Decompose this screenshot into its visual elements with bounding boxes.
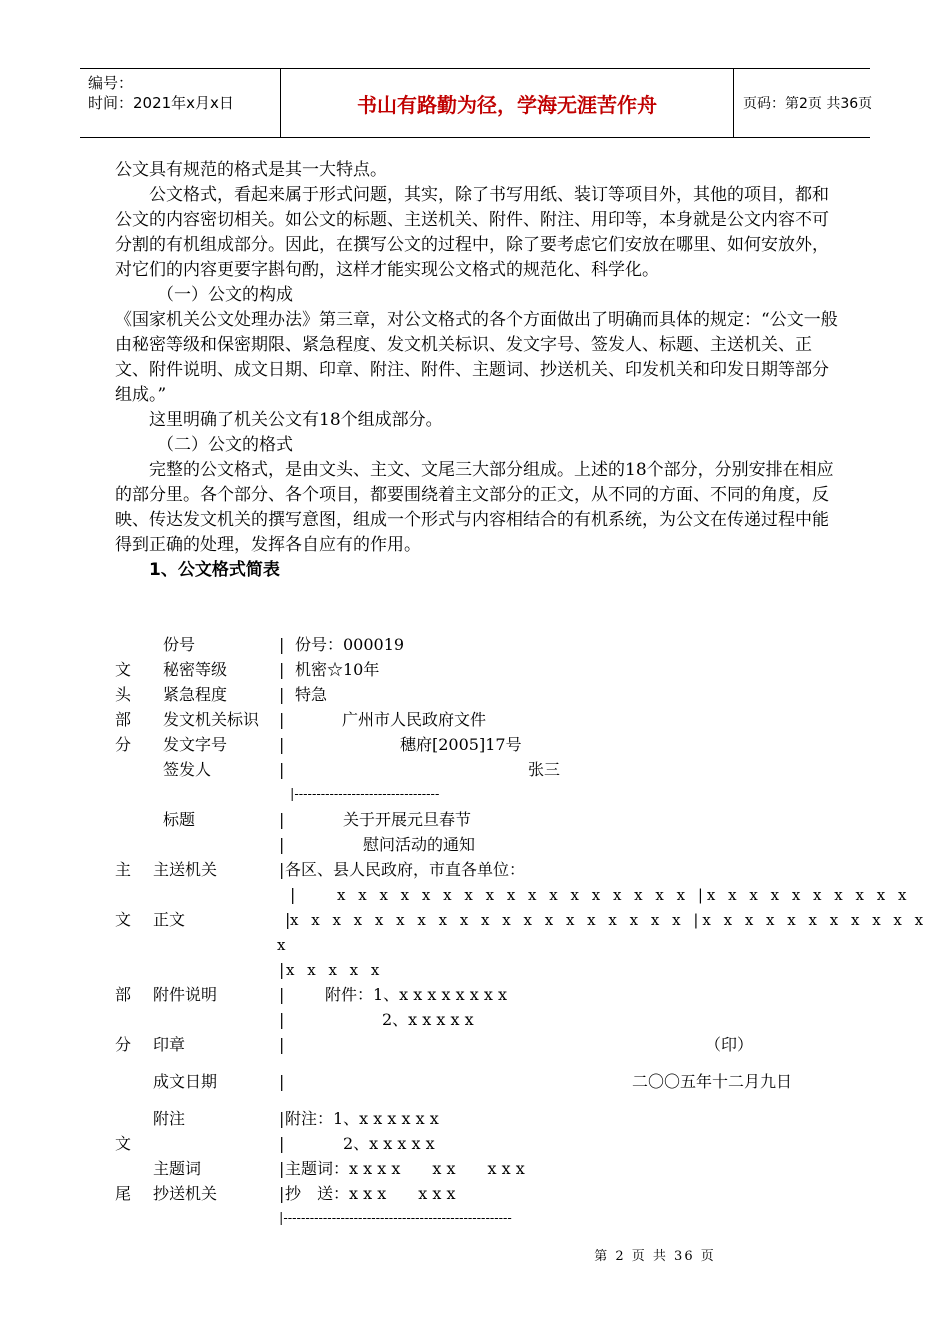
row-label: 标题 bbox=[163, 810, 196, 829]
row-content: x bbox=[277, 936, 286, 954]
table-row bbox=[115, 1132, 850, 1156]
paragraph: 公文具有规范的格式是其一大特点。 bbox=[115, 160, 387, 180]
row-bar: | bbox=[279, 1109, 285, 1128]
header-meta bbox=[80, 69, 281, 137]
row-content: 二〇〇五年十二月九日 bbox=[632, 1072, 793, 1091]
row-label: 发文机关标识 bbox=[163, 710, 260, 729]
row-label: 紧急程度 bbox=[163, 685, 228, 704]
row-bar: | bbox=[279, 1035, 285, 1054]
header-page-label: 页码：第2页 共36页 bbox=[743, 96, 873, 112]
paragraph: 这里明确了机关公文有18个组成部分。 bbox=[149, 410, 443, 430]
row-bar: | bbox=[279, 660, 285, 679]
row-content: 关于开展元旦春节 bbox=[343, 810, 472, 829]
row-content: 机密☆10年 bbox=[295, 660, 380, 679]
row-label: 成文日期 bbox=[153, 1072, 218, 1091]
table-row bbox=[115, 808, 850, 832]
table-row bbox=[115, 1070, 850, 1094]
row-label: 秘密等级 bbox=[163, 660, 228, 679]
section-char: 部 bbox=[115, 985, 132, 1004]
row-bar: | bbox=[279, 710, 285, 729]
row-bar: | bbox=[279, 985, 285, 1004]
table-row bbox=[115, 733, 850, 757]
row-bar: | bbox=[285, 910, 291, 929]
section-char: 文 bbox=[115, 1134, 132, 1153]
row-bar: | bbox=[279, 760, 285, 779]
section-char: 部 bbox=[115, 710, 132, 729]
row-content: x x x x x x x x x x x x x x x x x |x x x x x x x x x x bbox=[337, 886, 911, 904]
row-bar: | bbox=[279, 835, 285, 854]
row-label: 主送机关 bbox=[153, 860, 218, 879]
row-bar: | bbox=[279, 1010, 285, 1029]
table-row bbox=[115, 883, 911, 907]
row-label: 正文 bbox=[153, 910, 186, 929]
row-bar: | bbox=[279, 735, 285, 754]
row-bar: | bbox=[279, 635, 285, 654]
table-row bbox=[115, 933, 850, 957]
row-bar: | bbox=[290, 885, 296, 904]
row-label: 签发人 bbox=[163, 760, 212, 779]
table-row bbox=[115, 1182, 850, 1206]
row-content: x x x x x x x x x x x x x x x x x x x |x x x x x x x x x x x bbox=[290, 911, 928, 929]
table-row bbox=[115, 658, 850, 682]
row-content: 特急 bbox=[295, 685, 328, 704]
table-row bbox=[115, 633, 850, 657]
row-label: 附件说明 bbox=[153, 985, 218, 1004]
row-bar: | bbox=[279, 960, 285, 979]
section-char: 文 bbox=[115, 660, 132, 679]
table-row bbox=[115, 983, 850, 1007]
table-row bbox=[115, 1207, 850, 1231]
row-label: 主题词 bbox=[153, 1159, 202, 1178]
separator-line: |---------------------------------------------------- bbox=[279, 1211, 512, 1226]
row-label: 份号 bbox=[163, 635, 196, 654]
row-label: 抄送机关 bbox=[153, 1184, 218, 1203]
row-bar: | bbox=[279, 860, 285, 879]
row-content: 主题词：x x x x x x x x x bbox=[285, 1159, 525, 1178]
section-char: 分 bbox=[115, 735, 132, 754]
table-row bbox=[115, 708, 850, 732]
row-content: 各区、县人民政府，市直各单位： bbox=[285, 860, 526, 879]
header-motto: 书山有路勤为径，学海无涯苦作舟 bbox=[281, 69, 734, 137]
table-row bbox=[115, 683, 850, 707]
row-bar: | bbox=[279, 810, 285, 829]
section-char: 尾 bbox=[115, 1184, 132, 1203]
seal-placeholder: （印） bbox=[705, 1035, 754, 1054]
row-bar: | bbox=[279, 1134, 285, 1153]
table-row bbox=[115, 1157, 850, 1181]
table-heading: 1、公文格式简表 bbox=[149, 560, 280, 580]
section-char: 头 bbox=[115, 685, 132, 704]
row-label: 附注 bbox=[153, 1109, 186, 1128]
table-row bbox=[115, 833, 850, 857]
row-content: 张三 bbox=[528, 760, 561, 779]
page-footer: 第 2 页 共 36 页 bbox=[594, 1249, 716, 1264]
row-label: 印章 bbox=[153, 1035, 186, 1054]
separator-line: |--------------------------------- bbox=[290, 787, 440, 802]
row-content: 2、x x x x x bbox=[343, 1134, 435, 1153]
document-body bbox=[115, 158, 840, 583]
row-bar: | bbox=[279, 1159, 285, 1178]
row-content: 慰问活动的通知 bbox=[363, 835, 476, 854]
row-label: 发文字号 bbox=[163, 735, 228, 754]
table-row bbox=[115, 858, 850, 882]
table-row bbox=[115, 1033, 850, 1057]
table-row bbox=[115, 783, 850, 807]
paragraph: 《国家机关公文处理办法》第三章，对公文格式的各个方面做出了明确而具体的规定：“公文一般由秘密等级和保密期限、紧急程度、发文机关标识、发文字号、签发人、标题、主送机关、正文、附件说明、成文日期、印章、附注、附件、主题词、抄送机关、印发机关和印发日期等部分组成。” bbox=[115, 310, 838, 405]
paragraph: 完整的公文格式，是由文头、主文、文尾三大部分组成。上述的18个部分，分别安排在相应的部分里。各个部分、各个项目，都要围绕着主文部分的正文，从不同的方面、不同的角度，反映、传达发文机关的撰写意图，组成一个形式与内容相结合的有机系统，为公文在传递过程中能得到正确的处理，发挥各自应有的作用。 bbox=[115, 460, 834, 555]
row-content: 份号：000019 bbox=[295, 635, 405, 654]
section-char: 文 bbox=[115, 910, 132, 929]
time-label: 时间：2021年x月x日 bbox=[88, 94, 234, 112]
table-row bbox=[115, 958, 850, 982]
table-row bbox=[115, 908, 928, 932]
row-content: 附注：1、x x x x x x bbox=[285, 1109, 439, 1128]
row-bar: | bbox=[279, 1072, 285, 1091]
section-char: 主 bbox=[115, 860, 132, 879]
row-bar: | bbox=[279, 1184, 285, 1203]
row-content: 抄 送：x x x x x x bbox=[285, 1184, 456, 1203]
row-content: 穗府[2005]17号 bbox=[400, 735, 522, 754]
row-bar: | bbox=[279, 685, 285, 704]
row-content: 广州市人民政府文件 bbox=[342, 710, 487, 729]
number-label: 编号： bbox=[88, 74, 134, 92]
row-content: x x x x x bbox=[286, 961, 384, 979]
page-header bbox=[80, 68, 873, 138]
section-char: 分 bbox=[115, 1035, 132, 1054]
row-content: 附件：1、x x x x x x x x bbox=[325, 985, 507, 1004]
section-heading: （一）公文的构成 bbox=[157, 285, 293, 305]
table-row bbox=[115, 1008, 850, 1032]
table-row bbox=[115, 758, 850, 782]
section-heading: （二）公文的格式 bbox=[157, 435, 293, 455]
paragraph: 公文格式，看起来属于形式问题，其实，除了书写用纸、装订等项目外，其他的项目，都和公文的内容密切相关。如公文的标题、主送机关、附件、附注、用印等，本身就是公文内容不可分割的有机组成部分。因此，在撰写公文的过程中，除了要考虑它们安放在哪里、如何安放外，对它们的内容更要字斟句酌，这样才能实现公文格式的规范化、科学化。 bbox=[115, 185, 829, 280]
row-content: 2、x x x x x bbox=[382, 1010, 474, 1029]
table-row bbox=[115, 1107, 850, 1131]
